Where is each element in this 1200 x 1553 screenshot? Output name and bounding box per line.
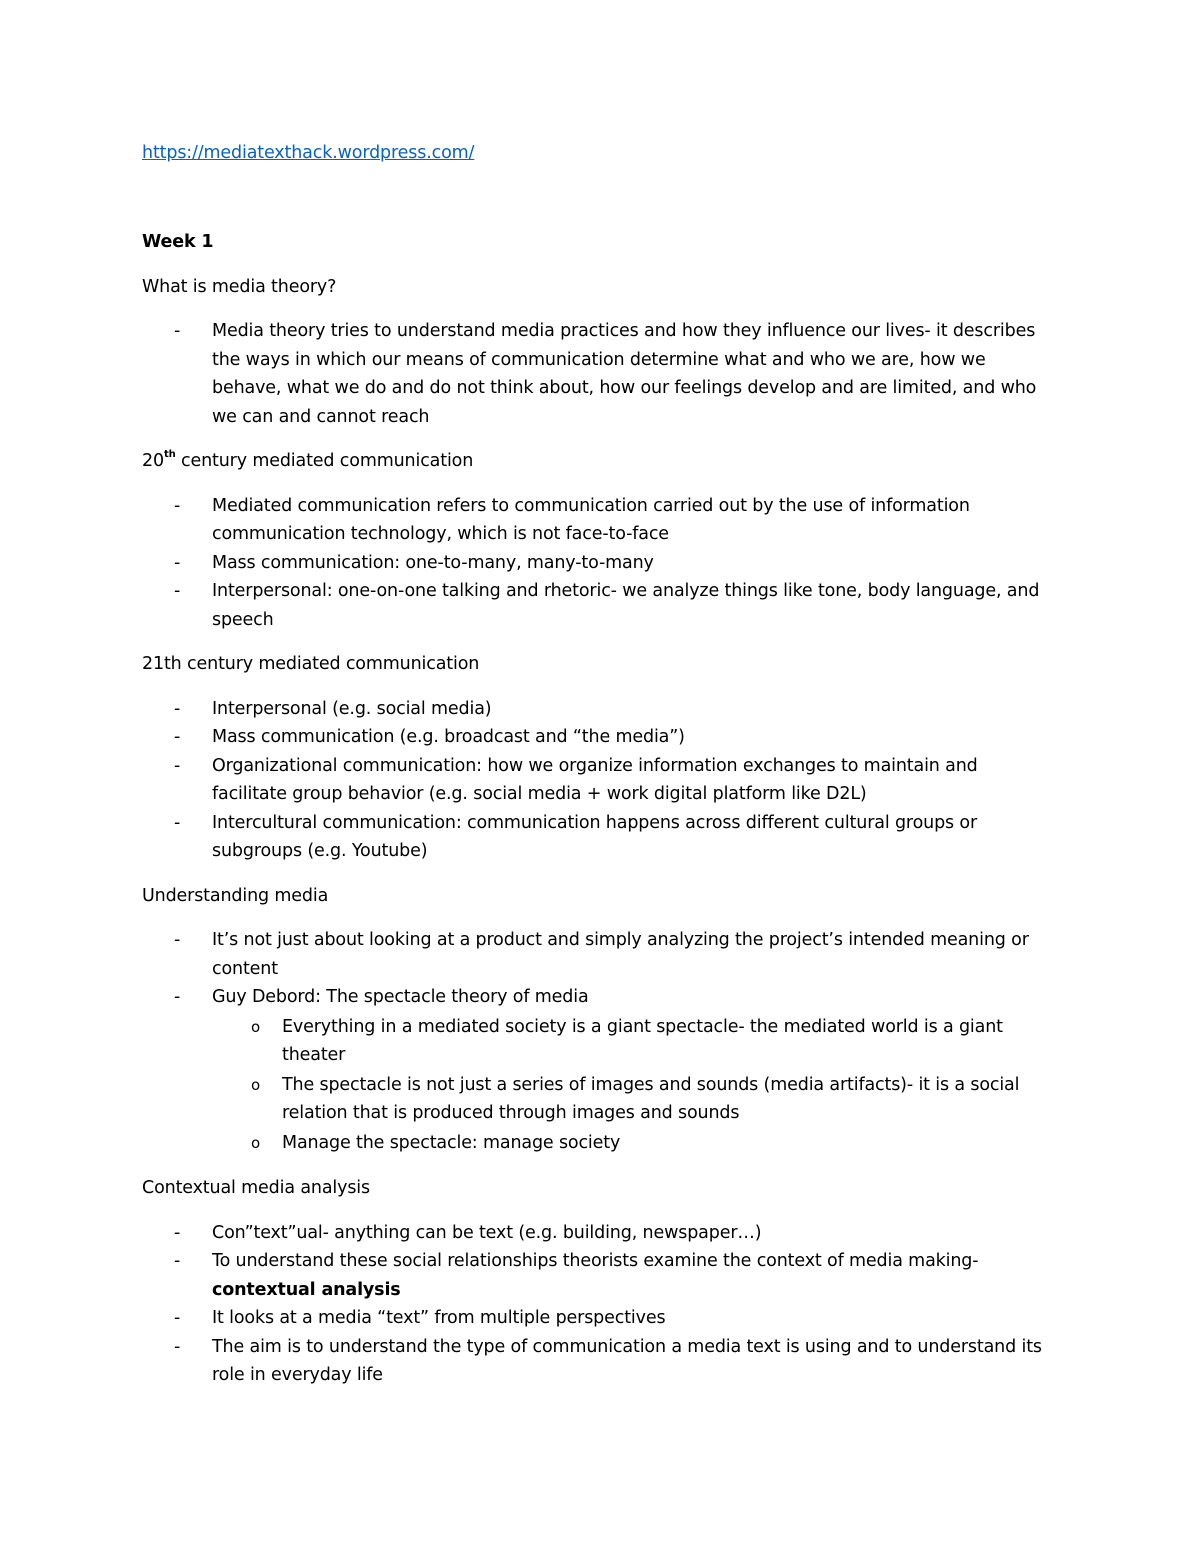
list-media-theory	[142, 317, 1057, 431]
dash-bullet: -	[174, 812, 181, 833]
week-title: Week 1	[142, 232, 214, 252]
circle-bullet: o	[251, 1075, 261, 1094]
list-item: - To understand these social relationships theorists examine the context of media making- contextual analysis	[142, 1247, 1057, 1304]
list-20th-century	[142, 492, 1057, 635]
sub-list-item: o Manage the spectacle: manage society	[142, 1129, 1057, 1158]
list-item: - It’s not just about looking at a product and simply analyzing the project’s intended meaning or content	[142, 926, 1057, 983]
sublist-spectacle	[212, 1013, 1057, 1158]
dash-bullet: -	[174, 495, 181, 516]
heading-20th-century: 20th century mediated communication	[142, 449, 474, 471]
dash-bullet: -	[174, 1308, 181, 1328]
circle-bullet: o	[251, 1133, 261, 1152]
heading-21st-century: 21th century mediated communication	[142, 654, 480, 674]
list-item: - Guy Debord: The spectacle theory of media o Everything in a mediated society is a giant spectacle- the mediated world is a giant theater o The spectacle is not just a series of images and sounds (media artifacts)- it is a social relation that is produced through images and sounds o Manage the spectacle: manage society	[142, 983, 1057, 1157]
dash-bullet: -	[174, 321, 181, 341]
list-item: - Intercultural communication: communication happens across different cultural groups or subgroups (e.g. Youtube)	[142, 809, 1057, 866]
dash-bullet: -	[174, 698, 181, 719]
dash-bullet: -	[174, 1251, 181, 1271]
list-item: - Organizational communication: how we organize information exchanges to maintain and facilitate group behavior (e.g. social media + work digital platform like D2L)	[142, 752, 1057, 809]
list-item: - Mediated communication refers to communication carried out by the use of information communication technology, which is not face-to-face	[142, 492, 1057, 549]
bold-term: contextual analysis	[212, 1279, 401, 1300]
dash-bullet: -	[174, 987, 181, 1007]
list-understanding-media	[142, 926, 1057, 1157]
list-item: - Mass communication (e.g. broadcast and “the media”)	[142, 723, 1057, 752]
list-item: - The aim is to understand the type of communication a media text is using and to understand its role in everyday life	[142, 1333, 1057, 1390]
list-contextual-analysis	[142, 1219, 1057, 1390]
url-line	[142, 139, 1057, 173]
circle-bullet: o	[251, 1017, 261, 1036]
list-item: - Interpersonal: one-on-one talking and rhetoric- we analyze things like tone, body language, and speech	[142, 577, 1057, 634]
list-item: - Mass communication: one-to-many, many-to-many	[142, 549, 1057, 578]
dash-bullet: -	[174, 755, 181, 776]
heading-media-theory: What is media theory?	[142, 276, 337, 297]
dash-bullet: -	[174, 930, 181, 950]
sub-list-item: o The spectacle is not just a series of images and sounds (media artifacts)- it is a social relation that is produced through images and sounds	[142, 1071, 1057, 1128]
website-link[interactable]: https://mediatexthack.wordpress.com/	[142, 143, 475, 163]
list-item: - Media theory tries to understand media practices and how they influence our lives- it describes the ways in which our means of communication determine what and who we are, how we behave, what we do and do not think about, how our feelings develop and are limited, and who we can and cannot reach	[142, 317, 1057, 431]
dash-bullet: -	[174, 581, 181, 601]
sub-list-item: o Everything in a mediated society is a giant spectacle- the mediated world is a giant theater	[142, 1013, 1057, 1070]
dash-bullet: -	[174, 727, 181, 747]
list-item: - Interpersonal (e.g. social media)	[142, 695, 1057, 724]
heading-contextual-analysis: Contextual media analysis	[142, 1178, 370, 1198]
document-body	[142, 139, 1057, 1390]
dash-bullet: -	[174, 552, 181, 573]
list-21st-century	[142, 695, 1057, 866]
list-item: - Con”text”ual- anything can be text (e.g. building, newspaper…)	[142, 1219, 1057, 1248]
list-item: - It looks at a media “text” from multiple perspectives	[142, 1304, 1057, 1333]
dash-bullet: -	[174, 1336, 181, 1357]
heading-understanding-media: Understanding media	[142, 885, 329, 906]
dash-bullet: -	[174, 1222, 181, 1243]
